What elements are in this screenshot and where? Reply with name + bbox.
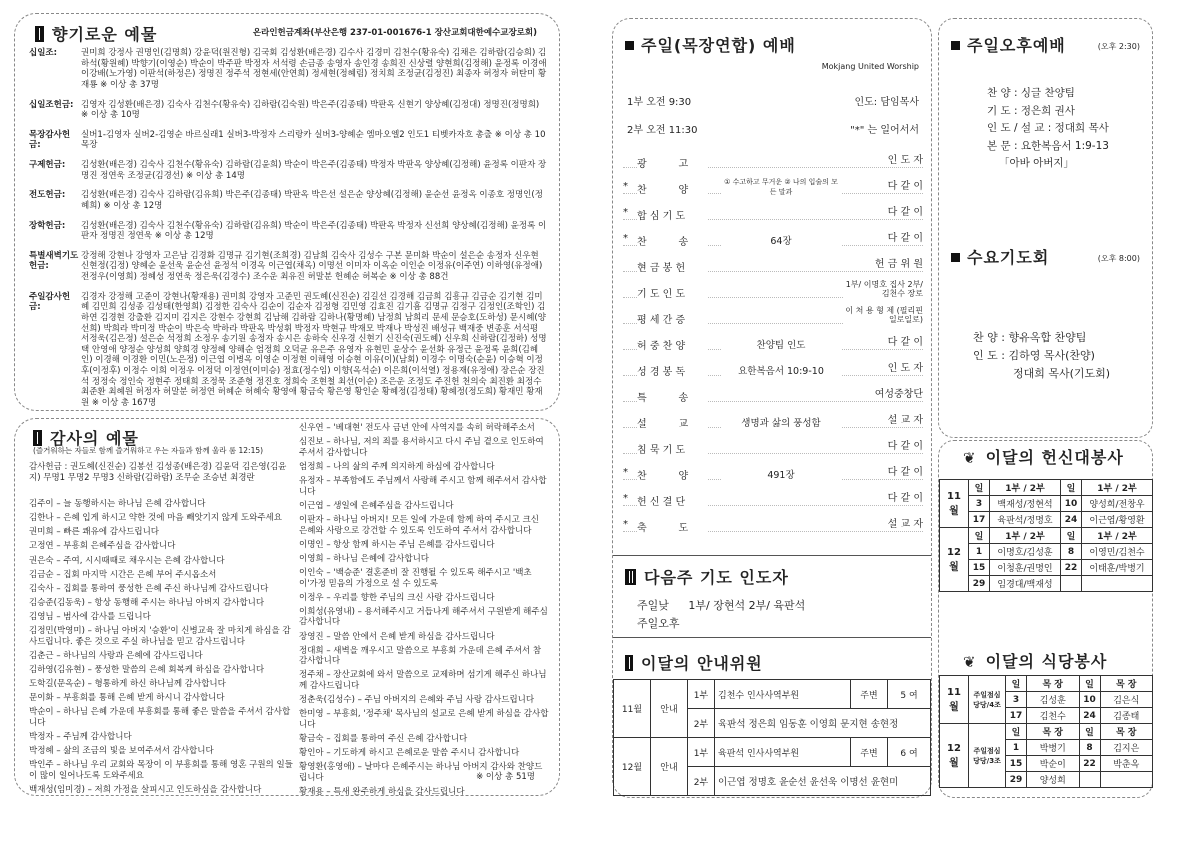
thanks-item: 정대희 – 새벽을 깨우시고 말씀으로 부흥회 가운데 은혜 주셔서 참 감사합니다 bbox=[299, 645, 542, 667]
afternoon-line: 「아바 아버지」 bbox=[999, 157, 1075, 169]
order-item: 특 송 bbox=[637, 389, 707, 404]
table-cell: 22 bbox=[1061, 560, 1082, 576]
stand-marker: * bbox=[623, 233, 628, 244]
header-cell: 1부 / 2부 bbox=[1082, 480, 1153, 496]
service-header bbox=[963, 445, 1124, 468]
intro-text: 권도혜(신진순) 김봉선 김성종(배은경) 김윤덕 김은영(김윤지) 무명1 무명2 무명3 신하람(김하람) 조무순 조승년 최경란 bbox=[29, 462, 287, 483]
offering-row bbox=[29, 292, 547, 409]
order-item: 광 고 bbox=[637, 155, 707, 170]
month-cell: 12월 bbox=[940, 528, 969, 592]
table-cell: 이영민/김천수 bbox=[1082, 544, 1153, 560]
thanks-left-list bbox=[29, 499, 297, 799]
order-item: 기 도 인 도 bbox=[637, 285, 707, 300]
offering-label: 전도헌금: bbox=[29, 190, 66, 201]
thanks-panel bbox=[14, 418, 560, 796]
usher-val: 5 여 bbox=[888, 680, 931, 709]
thanks-item: 김한나 – 은혜 입게 하시고 약한 것에 마음 빼앗기지 않게 도와주세요 bbox=[29, 513, 282, 524]
thanks-item: 김영님 – 범사에 감사를 드립니다 bbox=[29, 612, 151, 622]
thanks-item: 김승준(김동욱) – 항상 동행해 주시는 하나님 아버지 감사합니다 bbox=[29, 597, 265, 608]
order-of-worship bbox=[613, 139, 933, 559]
wednesday-details bbox=[973, 329, 1110, 383]
thanks-item: 박정혜 – 삶의 조금의 빛을 보여주셔서 감사합니다 bbox=[29, 746, 214, 757]
month-cell: 11월 bbox=[940, 480, 969, 528]
table-cell: 17 bbox=[969, 512, 990, 528]
order-row bbox=[613, 333, 933, 359]
order-leader: 다 같 이 bbox=[843, 181, 923, 192]
thanks-title: 감사의 예물 bbox=[50, 429, 139, 448]
table-cell: 이태훈/박병기 bbox=[1082, 560, 1153, 576]
offering-row bbox=[29, 160, 547, 181]
table-cell: 8 bbox=[1079, 740, 1100, 756]
afternoon-title: 주일오후예배 bbox=[967, 36, 1066, 55]
table-row bbox=[940, 576, 1153, 592]
usher-role: 안내 bbox=[651, 680, 688, 738]
order-row bbox=[613, 359, 933, 385]
usher-col: 주변 bbox=[851, 738, 888, 767]
table-cell: 박병기 bbox=[1027, 740, 1080, 756]
usher-row-1 bbox=[614, 680, 931, 709]
usher-month: 12월 bbox=[614, 738, 651, 796]
usher-names: 이근엽 정명호 윤순선 윤선욱 이명선 윤현미 bbox=[715, 767, 931, 796]
table-cell: 육판석/정명호 bbox=[990, 512, 1061, 528]
table-cell: 24 bbox=[1079, 708, 1100, 724]
table-cell: 양성희 bbox=[1027, 772, 1080, 788]
thanks-item: 김주이 – 늘 동행하시는 하나님 은혜 감사합니다 bbox=[29, 499, 206, 509]
offering-label: 장학헌금: bbox=[29, 220, 66, 231]
order-detail: ① 수고하고 무거운 ② 나의 입술의 모든 말과 bbox=[721, 177, 841, 197]
order-item: 현 금 봉 헌 bbox=[637, 259, 707, 274]
thanks-item: 이판자 – 하나님 아버지! 모든 일에 가운데 함께 하여 주시고 크신 은혜와 사랑으로 강건할 수 있도록 인도하여 주셔서 감사합니다 bbox=[299, 514, 539, 536]
header-cell: 1부 / 2부 bbox=[1082, 528, 1153, 544]
stand-marker: * bbox=[623, 519, 628, 530]
order-row bbox=[613, 229, 933, 255]
meal-sub: 주일점심 당당/4조 bbox=[969, 676, 1006, 724]
bar-icon bbox=[33, 430, 42, 446]
table-cell: 29 bbox=[1006, 772, 1027, 788]
table-cell: 이근엽/황영환 bbox=[1082, 512, 1153, 528]
prayer-header bbox=[625, 565, 789, 588]
thanks-item: 박정자 – 주님께 감사합니다 bbox=[29, 732, 132, 743]
thanks-item: 권미희 – 빠른 쾌유에 감사드립니다 bbox=[29, 527, 160, 538]
thanks-item: 황금숙 – 집회를 통하여 주신 은혜 감사합니다 bbox=[299, 734, 468, 744]
wednesday-title: 수요기도회 bbox=[967, 248, 1050, 267]
table-cell: 백재성/정현석 bbox=[990, 496, 1061, 512]
offering-label: 목장감사헌금: bbox=[29, 129, 71, 151]
table-cell bbox=[1079, 772, 1100, 788]
worship-subtitle: Mokjang United Worship bbox=[821, 62, 919, 71]
thanks-item: 신우연 – '베대현' 전도사 금년 안에 사역지를 속히 허락해주소서 bbox=[299, 423, 535, 433]
usher-part: 1부 bbox=[688, 680, 715, 709]
afternoon-line: 인 도 / 설 교 : 정대희 목사 bbox=[987, 122, 1109, 134]
bar-icon bbox=[625, 655, 633, 671]
thanks-item: 한미영 – 부흥회, '정주채' 목사님의 설교로 은혜 받게 하심을 감사합니다 bbox=[299, 709, 549, 730]
leader-note: 인도: 담임목사 bbox=[854, 97, 919, 108]
order-detail: 491장 bbox=[721, 467, 841, 481]
ushers-table-wrap bbox=[613, 679, 931, 796]
thanks-item: 김숙사 – 집회를 통하여 풍성한 은혜 주신 하나님께 감사드립니다 bbox=[29, 583, 269, 594]
order-item: 침 묵 기 도 bbox=[637, 441, 707, 456]
order-row bbox=[613, 151, 933, 177]
offering-row bbox=[29, 190, 547, 211]
afternoon-header bbox=[951, 33, 1066, 56]
table-cell bbox=[1082, 576, 1153, 592]
usher-part: 2부 bbox=[688, 767, 715, 796]
order-detail: 요한복음서 10:9-10 bbox=[721, 363, 841, 377]
order-leader: 다 같 이 bbox=[843, 207, 923, 218]
thanks-item: 이정우 – 우리를 향한 주님의 크신 사랑 감사드립니다 bbox=[299, 592, 495, 603]
meal-title: 이달의 식당봉사 bbox=[985, 652, 1108, 671]
header-cell: 일 bbox=[1079, 724, 1100, 740]
offering-names: 권미희 강정사 권명인(김명희) 강윤덕(원진형) 김국회 김성환(배은경) 김수사 김경미 김천수(황유숙) 김채은 김하람(김승희) 김하석(황원혜) 박향기(이영순) 박순이 박주판 박정자 서석령 손금종 송영자 송인경 송희진 신상렬 양현희(김정해) 윤정록 이경애 이강배(노가영) 이판석(하정은) 정명진 정주석 정현세(안연희) 정세현(정혜림) 정치희 조정균(김정진) 최종자 허정자 허탄미 황재룡 ※ 이상 총 37명 bbox=[81, 48, 547, 90]
afternoon-line: 본 문 : 요한복음서 1:9-13 bbox=[987, 139, 1109, 152]
table-cell: 8 bbox=[1061, 544, 1082, 560]
header-cell: 목 장 bbox=[1100, 676, 1153, 692]
header-cell: 1부 / 2부 bbox=[990, 528, 1061, 544]
thanks-item: 도학길(문옥순) – 형통하게 하신 하나님께 감사합니다 bbox=[29, 679, 226, 690]
header-cell: 일 bbox=[1006, 724, 1027, 740]
offering-names: 강정해 강현나 강영자 고은남 김경화 김명규 김기현(조희경) 김남희 김숙사 김성수 구본 문미화 박순이 설은순 송정자 신우현 신현정(김정) 양혜순 윤선욱 윤순선 윤정석 이경옥 이근엽(채옥) 이명선 이미자 이옥순 이인순 이정유(이주연) 이하영(유정애) 전정우(이영희) 정혜성 정연욱 정은욱(김경수) 조수운 최유진 허말분 헌혜순 허복순 ※ 이상 총 88건 bbox=[81, 250, 543, 282]
thanks-item: 정춘욱(김성수) – 주님 아버지의 은혜와 주님 사랑 감사드립니다 bbox=[299, 695, 535, 706]
divider bbox=[613, 637, 931, 638]
order-item: 평 세 간 증 bbox=[637, 311, 707, 326]
stand-marker: * bbox=[623, 207, 628, 218]
usher-role: 안내 bbox=[651, 738, 688, 796]
table-row bbox=[940, 544, 1153, 560]
order-detail: 64장 bbox=[721, 233, 841, 247]
afternoon-label: 주일오후 bbox=[637, 617, 680, 630]
thanks-right-list bbox=[299, 423, 549, 801]
table-row bbox=[940, 496, 1153, 512]
leaf-icon: ❦ bbox=[963, 653, 976, 671]
header-cell: 목 장 bbox=[1027, 724, 1080, 740]
order-row bbox=[613, 307, 933, 333]
thanks-item: 권은숙 – 주여, 시시때때로 채우시는 은혜 감사합니다 bbox=[29, 555, 225, 566]
table-header-row bbox=[940, 528, 1153, 544]
month-cell: 12월 bbox=[940, 724, 969, 788]
service-title: 이달의 헌신대봉사 bbox=[985, 448, 1124, 467]
header-cell: 일 bbox=[1079, 676, 1100, 692]
table-cell: 10 bbox=[1079, 692, 1100, 708]
afternoon-line: 찬 양 : 싱글 찬양팀 bbox=[987, 87, 1075, 99]
order-row bbox=[613, 255, 933, 281]
thanks-total: ※ 이상 총 51명 bbox=[476, 772, 535, 783]
table-cell: 박순이 bbox=[1027, 756, 1080, 772]
thanks-item: 이인숙 – '백승준' 결혼준비 잘 진행될 수 있도록 해주시고 '백초이'가정 믿음의 가정으로 설 수 있도록 bbox=[299, 567, 532, 589]
usher-names: 육판석 정은희 임동훈 이영희 문지현 송현정 bbox=[715, 709, 931, 738]
stand-note: "*" 는 일어서서 bbox=[850, 125, 919, 136]
month-cell: 11월 bbox=[940, 676, 969, 724]
thanks-item: 황영환(홍영애) – 날마다 은혜주시는 하나님 아버지 감사와 찬양드립니다 bbox=[299, 762, 543, 783]
offering-row bbox=[29, 48, 547, 91]
header-cell: 일 bbox=[1061, 480, 1082, 496]
usher-row-1 bbox=[614, 738, 931, 767]
header-cell: 일 bbox=[1061, 528, 1082, 544]
stand-marker: * bbox=[623, 493, 628, 504]
thanks-item: 고정연 – 부흥회 은혜주심을 감사합니다 bbox=[29, 541, 176, 552]
offering-names: 김성환(배은경) 김숙사 김하람(김유희) 박은주(김종태) 박판옥 박은선 설은순 양상혜(김정해) 윤순선 윤정옥 이종호 정명인(정혜희) ※ 이상 총 12명 bbox=[81, 190, 543, 211]
order-row bbox=[613, 437, 933, 463]
time-first: 1부 오전 9:30 bbox=[627, 97, 692, 108]
usher-part: 1부 bbox=[688, 738, 715, 767]
order-item: 찬 양 bbox=[637, 467, 707, 482]
order-item: 찬 송 bbox=[637, 233, 707, 248]
order-leader: 다 같 이 bbox=[843, 233, 923, 244]
sunday-label: 주일낮 bbox=[637, 599, 669, 612]
service-table bbox=[939, 479, 1153, 592]
offering-label: 구제헌금: bbox=[29, 160, 66, 170]
order-leader: 다 같 이 bbox=[843, 467, 923, 478]
table-cell: 김지은 bbox=[1100, 740, 1153, 756]
header-cell: 목 장 bbox=[1027, 676, 1080, 692]
prayer-title: 다음주 기도 인도자 bbox=[644, 568, 789, 587]
table-cell: 1 bbox=[1006, 740, 1027, 756]
order-row bbox=[613, 489, 933, 515]
table-cell: 이청훈/권명인 bbox=[990, 560, 1061, 576]
order-item: 허 중 찬 양 bbox=[637, 337, 707, 352]
wednesday-line: 인 도 : 김하영 목사(찬양) bbox=[973, 349, 1095, 362]
order-item: 합 심 기 도 bbox=[637, 207, 707, 222]
offering-names: 김성환(배은경) 김숙사 김천수(황유숙) 김하람(김유희) 박순이 박은주(김종태) 박판옥 박정자 신선희 양상혜(김정해) 윤정록 이판자 정명진 정연욱 ※ 이상 총 12명 bbox=[81, 220, 547, 242]
table-cell: 김은식 bbox=[1100, 692, 1153, 708]
thanks-item: 엄정희 – 나의 삶의 주께 의지하게 하심에 감사합니다 bbox=[299, 461, 495, 472]
square-icon bbox=[951, 253, 960, 262]
table-cell: 김천수 bbox=[1027, 708, 1080, 724]
square-icon bbox=[625, 41, 634, 50]
offering-names: 실버1-김영자 실버2-김영순 바르실래1 실버3-박정자 스리랑카 실버3-양혜순 엠마오엘2 인도1 티벳카자흐 총출 ※ 이상 총 10목장 bbox=[81, 129, 546, 151]
thanks-item: 심진보 – 하나님, 저의 죄를 용서하시고 다시 주님 곁으로 인도하여 주셔서 감사합니다 bbox=[299, 437, 544, 458]
table-cell: 1 bbox=[969, 544, 990, 560]
order-row bbox=[613, 281, 933, 307]
meal-sub: 주일점심 당당/3조 bbox=[969, 724, 1006, 788]
usher-val: 6 여 bbox=[888, 738, 931, 767]
offering-row bbox=[29, 251, 547, 283]
thanks-item: 장영진 – 말씀 안에서 은혜 받게 하심을 감사드립니다 bbox=[299, 631, 495, 642]
table-cell: 15 bbox=[1006, 756, 1027, 772]
order-row bbox=[613, 411, 933, 437]
thanks-item: 이근엽 – 생일에 은혜주심을 감사드립니다 bbox=[299, 500, 454, 511]
table-cell: 임경대/백재성 bbox=[990, 576, 1061, 592]
order-row bbox=[613, 385, 933, 411]
worship-header bbox=[625, 33, 796, 56]
thanks-item: 이영희 – 하나님 은혜에 감사합니다 bbox=[299, 553, 430, 564]
stand-marker: * bbox=[623, 467, 628, 478]
order-detail: 찬양팀 인도 bbox=[721, 337, 841, 351]
ushers-title: 이달의 안내위원 bbox=[641, 654, 763, 673]
offering-header bbox=[35, 22, 157, 45]
afternoon-details bbox=[987, 85, 1109, 173]
divider bbox=[613, 555, 931, 556]
table-cell: 24 bbox=[1061, 512, 1082, 528]
usher-names: 육판석 인사사역부원 bbox=[715, 738, 851, 767]
order-item: 헌 신 결 단 bbox=[637, 493, 707, 508]
thanks-intro bbox=[29, 462, 297, 483]
order-leader: 여성중창단 bbox=[843, 389, 923, 400]
table-cell: 박춘옥 bbox=[1100, 756, 1153, 772]
thanks-item: 백재성(임미경) – 저희 가정을 살피시고 인도하심을 감사합니다 bbox=[29, 785, 262, 796]
offering-names: 김영자 김성환(배은경) 김숙사 김천수(황유숙) 김하람(김숙원) 박은주(김종태) 박판옥 신현기 양상혜(김정대) 정명진(정명희) ※ 이상 총 10명 bbox=[81, 99, 540, 121]
thanks-item: 황재용 – 특새 완주하게 하심을 감사드립니다 bbox=[299, 787, 465, 797]
order-leader: 인 도 자 bbox=[843, 363, 923, 374]
table-cell: 이명호/김성훈 bbox=[990, 544, 1061, 560]
order-row bbox=[613, 203, 933, 229]
table-cell: 김성훈 bbox=[1027, 692, 1080, 708]
ushers-header bbox=[625, 651, 763, 674]
order-item: 축 도 bbox=[637, 519, 707, 534]
table-cell bbox=[1100, 772, 1153, 788]
offering-list bbox=[29, 48, 547, 418]
table-cell: 김종태 bbox=[1100, 708, 1153, 724]
table-cell: 3 bbox=[1006, 692, 1027, 708]
order-row bbox=[613, 177, 933, 203]
table-cell: 29 bbox=[969, 576, 990, 592]
order-leader: 헌 금 위 원 bbox=[843, 259, 923, 270]
worship-title: 주일(목장연합) 예배 bbox=[641, 36, 796, 55]
sunday-value: 1부/ 장현석 2부/ 육판석 bbox=[688, 599, 806, 612]
thanks-item: 이희성(유영내) – 용서해주시고 거듭나게 해주셔서 구원받게 해주심 감사합니다 bbox=[299, 606, 548, 628]
thanks-verse: (즐거워하는 자들로 함께 즐거워하고 우는 자들과 함께 울라 롬 12:15) bbox=[33, 446, 264, 455]
thanks-item: 박순이 – 하나님 은혜 가운데 부흥회를 통해 좋은 말씀을 주셔서 감사합니다 bbox=[29, 707, 291, 728]
header-cell: 일 bbox=[969, 528, 990, 544]
order-leader: 설 교 자 bbox=[843, 519, 923, 530]
thanks-item: 박인주 – 하나님 우리 교회와 목장이 이 부흥회를 통해 영혼 구원의 일들이 많이 일어나도록 도와주세요 bbox=[29, 760, 293, 781]
meal-header bbox=[963, 649, 1107, 672]
offering-label: 십일조헌금: bbox=[29, 99, 74, 110]
table-cell: 3 bbox=[969, 496, 990, 512]
order-item: 설 교 bbox=[637, 415, 707, 430]
thanks-item: 김금순 – 집회 마지막 시간은 은혜 부어 주시옵소서 bbox=[29, 569, 217, 580]
table-cell: 17 bbox=[1006, 708, 1027, 724]
order-row bbox=[613, 515, 933, 541]
bar-icon bbox=[625, 569, 636, 585]
header-cell: 일 bbox=[1006, 676, 1027, 692]
prayer-sunday bbox=[637, 597, 805, 613]
table-cell: 22 bbox=[1079, 756, 1100, 772]
stand-marker: * bbox=[623, 181, 628, 192]
offering-panel bbox=[14, 13, 560, 411]
offering-label: 주일감사헌금: bbox=[29, 291, 71, 313]
offering-title: 향기로운 예물 bbox=[52, 25, 158, 44]
usher-part: 2부 bbox=[688, 709, 715, 738]
afternoon-time: (오후 2:30) bbox=[1097, 42, 1140, 51]
header-cell: 일 bbox=[969, 480, 990, 496]
order-leader: 이 처 용 형 제 (필리핀일로일로) bbox=[843, 307, 923, 325]
header-cell: 1부 / 2부 bbox=[990, 480, 1061, 496]
table-row bbox=[940, 560, 1153, 576]
order-leader: 설 교 자 bbox=[843, 415, 923, 426]
meal-table bbox=[939, 675, 1153, 788]
table-header-row bbox=[940, 676, 1153, 692]
wednesday-time: (오후 8:00) bbox=[1097, 254, 1140, 263]
thanks-item: 황인아 – 기도하게 하시고 은혜로운 말씀 주시니 감사합니다 bbox=[299, 748, 520, 759]
table-cell: 양성희/전창우 bbox=[1082, 496, 1153, 512]
table-cell: 15 bbox=[969, 560, 990, 576]
intro-label: 감사헌금 : bbox=[29, 462, 68, 472]
table-cell bbox=[1061, 576, 1082, 592]
thanks-item: 이명인 – 항상 함께 하시는 주님 은혜를 감사드립니다 bbox=[299, 539, 495, 550]
thanks-item: 김춘근 – 하나님의 사랑과 은혜에 감사드립니다 bbox=[29, 650, 203, 661]
wednesday-line: 찬 양 : 향유옥합 찬양팀 bbox=[973, 331, 1087, 344]
table-row bbox=[940, 512, 1153, 528]
thanks-item: 정주채 – 장산교회에 와서 말씀으로 교제하며 섬기게 해주신 하나님께 감사드립니다 bbox=[299, 670, 547, 691]
thanks-item: 김하영(김유현) – 풍성한 말씀의 은혜 회복케 하심을 감사합니다 bbox=[29, 665, 265, 675]
table-header-row bbox=[940, 480, 1153, 496]
bank-account: 온라인헌금계좌(부산은행 237-01-001676-1 장산교회대한예수교장로회) bbox=[252, 28, 537, 38]
order-item: 성 경 봉 독 bbox=[637, 363, 707, 378]
order-leader: 다 같 이 bbox=[843, 337, 923, 348]
offering-names: 김경자 강정해 고준이 강현나(황재용) 권미희 강영자 고준민 권도혜(신진순) 김길선 김경해 김금희 김흥규 김금순 김기현 김미혜 김민희 김성종 김성태(한영희) 김정한 김숙사 김순이 김순자 김정형 김민영 김효진 김기흠 김명규 김정구 김정인(조학인) 김하연 김경현 강출환 김지미 김지은 강현수 강현희 김남해 김하람 김하나(황명혜) 남정희 남희리 문세 문승호(도하성) 문시혜(양선희) 박희라 박미정 박순이 박은숙 박하라 박판옥 박성휘 박정자 박현규 박재모 박재나 박성진 배성규 백재중 변종훈 서석평 서정욱(김은정) 설은순 석정희 소정우 송기원 송정자 송시은 송하숙 신우경 신현기 신진숙(권도혜) 신우희 신하람(김정하) 성명택 안영애 양정순 양성희 양희경 양정혜 양해순 엄정희 오덕균 유은주 유영자 유현민 윤상수 윤선화 유정근 윤정록 윤희(김혜인) 이경해 이경환 이민(노은정) 이근엽 이병옥 이영순 이정현 이해영 이승현 이유(이)(남회) 이경수 이명숙(순윤) 이승혁 이정후(이정후) 이정수 이희 이정우 이정덕 이정연(이미승) 정효(정수임) 이향(옥석순) 이은희(이석열) 정용재(유정애) 장은순 장진석 정정숙 정인숙 정현주 정태희 조정묵 조준형 정진호 정희숙 조현철 최선(이순) 조은운 조정도 주진헌 천의숙 최진환 최정수 최준환 최혜원 허정자 허말분 허정연 허혜순 허혜숙 황영애 황금숙 황은영 황인순 황혜정(김정태) 황혜정(정도희) 황재민 황재원 ※ 이상 총 167명 bbox=[81, 291, 547, 408]
offering-row bbox=[29, 130, 547, 151]
thanks-item: 문이화 – 부흥회를 통해 은혜 받게 하시니 감사합니다 bbox=[29, 693, 225, 704]
leaf-icon: ❦ bbox=[963, 449, 976, 467]
afternoon-line: 기 도 : 정은희 권사 bbox=[987, 104, 1075, 117]
ushers-table bbox=[613, 679, 931, 796]
usher-col: 주변 bbox=[851, 680, 888, 709]
worship-panel bbox=[612, 18, 932, 798]
wednesday-line: 정대희 목사(기도회) bbox=[1013, 367, 1111, 380]
header-cell: 목 장 bbox=[1100, 724, 1153, 740]
offering-row bbox=[29, 100, 547, 121]
table-header-row bbox=[940, 724, 1153, 740]
order-leader: 1부/ 이명호 집사 2부/ 김천수 장로 bbox=[843, 281, 923, 299]
order-leader: 인 도 자 bbox=[843, 155, 923, 166]
offering-label: 특별새벽기도헌금: bbox=[29, 250, 79, 272]
table-cell: 10 bbox=[1061, 496, 1082, 512]
order-leader: 다 같 이 bbox=[843, 441, 923, 452]
order-leader: 다 같 이 bbox=[843, 493, 923, 504]
time-second: 2부 오전 11:30 bbox=[627, 125, 698, 136]
offering-label: 십일조: bbox=[29, 48, 58, 58]
usher-names: 김천수 인사사역부원 bbox=[715, 680, 851, 709]
order-detail: 생명과 삶의 풍성함 bbox=[721, 415, 841, 429]
bar-icon bbox=[35, 26, 44, 42]
order-item: 찬 양 bbox=[637, 181, 707, 196]
square-icon bbox=[951, 41, 960, 50]
usher-month: 11월 bbox=[614, 680, 651, 738]
thanks-item: 김정민(박영미) – 하나님 아버지 '승환'이 신병교육 잘 마치게 하심을 감사드립니다. 좋은 것으로 주실 하나님을 믿고 감사드립니다 bbox=[29, 626, 291, 647]
thanks-item: 유정자 – 부족함에도 주님께서 사랑해 주시고 함께 해주셔서 감사합니다 bbox=[299, 476, 547, 497]
offering-names: 김성환(배은경) 김숙사 김천수(황유숙) 김하람(김윤희) 박순이 박은주(김종태) 박정자 박판옥 양상혜(김정해) 윤정록 이판자 장명진 정연욱 조정균(김경선) ※ 이상 총 14명 bbox=[81, 160, 547, 181]
order-row bbox=[613, 463, 933, 489]
afternoon-panel bbox=[938, 18, 1153, 438]
offering-row bbox=[29, 221, 547, 242]
wednesday-header bbox=[951, 245, 1049, 268]
service-panel bbox=[938, 440, 1153, 798]
